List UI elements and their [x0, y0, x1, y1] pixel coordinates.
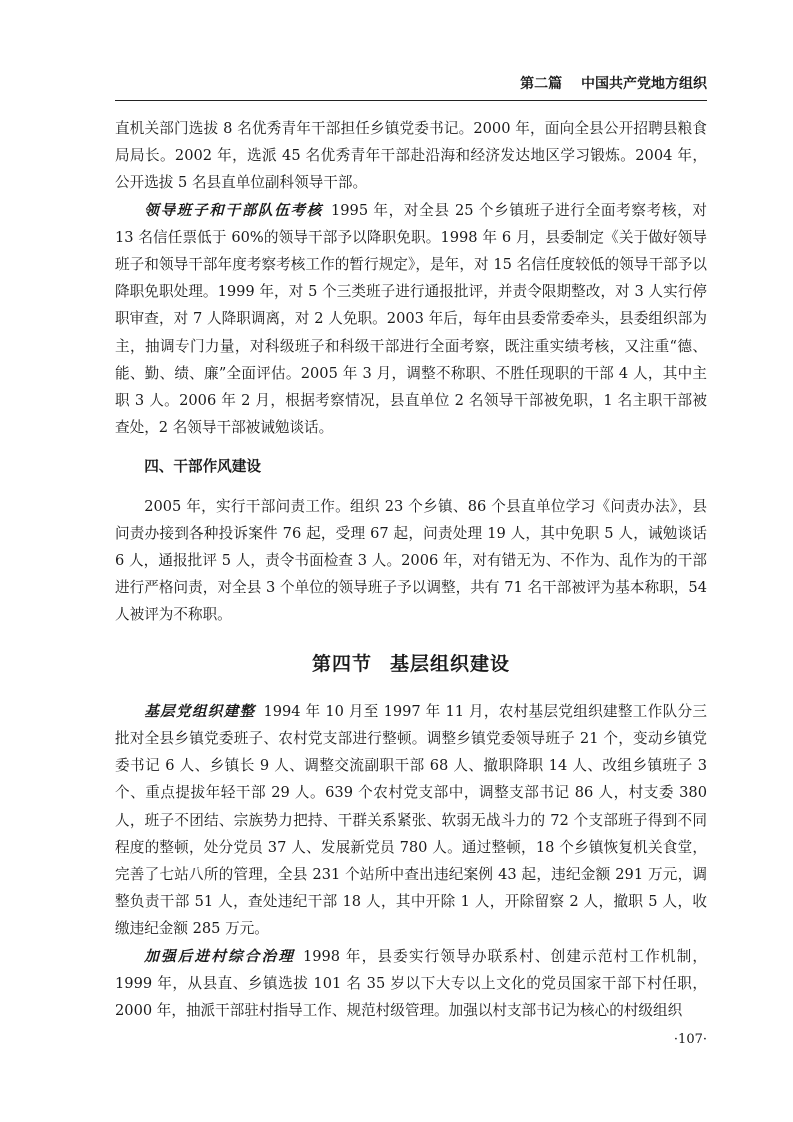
page-body	[115, 115, 707, 1024]
header-chapter-title: 中国共产党地方组织	[581, 76, 707, 92]
paragraph-text: 1995 年，对全县 25 个乡镇班子进行全面考察考核，对 13 名信任票低于 60%的领导干部予以降职免职。1998 年 6 月，县委制定《关于做好领导班子和领导干部年度考察考核工作的暂行规定》，是年，对 15 名信任度较低的领导干部予以降职免职处理。1999 年，对 5 个三类班子进行通报批评，并责令限期整改，对 3 人实行停职审查，对 7 人降职调离，对 2 人免职。2003 年后，每年由县委常委牵头，县委组织部为主，抽调专门力量，对科级班子和科级干部进行全面考察，既注重实绩考核，又注重“德、能、勤、绩、廉”全面评估。2005 年 3 月，调整不称职、不胜任现职的干部 4 人，其中主职 3 人。2006 年 2 月，根据考察情况，县直单位 2 名领导干部被免职，1 名主职干部被查处，2 名领导干部被诫勉谈话。	[115, 201, 707, 437]
paragraph-leadership-assessment	[115, 197, 707, 442]
section-heading	[115, 651, 707, 678]
section-title: 基层组织建设	[390, 652, 511, 675]
header-part-label: 第二篇	[520, 76, 563, 92]
run-in-heading: 基层党组织建整	[144, 702, 256, 720]
paragraph-grassroots-rectification	[115, 698, 707, 943]
paragraph-text: 1994 年 10 月至 1997 年 11 月，农村基层党组织建整工作队分三批对全县乡镇党委班子、农村党支部进行整顿。调整乡镇党委领导班子 21 个，变动乡镇党委书记 6 人、乡镇长 9 人、调整交流副职干部 68 人、撤职降职 14 人、改组乡镇班子 3 个、重点提拔年轻干部 29 人。639 个农村党支部中，调整支部书记 86 人，村支委 380 人，班子不团结、宗族势力把持、干群关系紧张、软弱无战斗力的 72 个支部班子得到不同程度的整顿，处分党员 37 人、发展新党员 780 人。通过整顿，18 个乡镇恢复机关食堂，完善了七站八所的管理，全县 231 个站所中查出违纪案例 43 起，违纪金额 291 万元，调整负责干部 51 人，查处违纪干部 18 人，其中开除 1 人，开除留察 2 人，撤职 5 人，收缴违纪金额 285 万元。	[115, 702, 707, 938]
section-number: 第四节	[311, 652, 372, 675]
paragraph-text: 1998 年，县委实行领导办联系村、创建示范村工作机制，1999 年，从县直、乡镇选拔 101 名 35 岁以下大专以上文化的党员国家干部下村任职，2000 年，抽派干部驻村指导工作、规范村级管理。加强以村支部书记为核心的村级组织	[115, 947, 707, 1020]
paragraph-continued: 直机关部门选拔 8 名优秀青年干部担任乡镇党委书记。2000 年，面向全县公开招聘县粮食局局长。2002 年，选派 45 名优秀青年干部赴沿海和经济发达地区学习锻炼。2004 年，公开选拔 5 名县直单位副科领导干部。	[115, 120, 707, 192]
run-in-heading: 加强后进村综合治理	[144, 947, 295, 965]
paragraph-cadre-accountability: 2005 年，实行干部问责工作。组织 23 个乡镇、86 个县直单位学习《问责办法》，县问责办接到各种投诉案件 76 起，受理 67 起，问责处理 19 人，其中免职 5 人，诫勉谈话 6 人，通报批评 5 人，责令书面检查 3 人。2006 年，对有错无为、不作为、乱作为的干部进行严格问责，对全县 3 个单位的领导班子予以调整，共有 71 名干部被评为基本称职，54 人被评为不称职。	[115, 497, 707, 624]
running-header	[115, 74, 707, 101]
paragraph-village-governance	[115, 943, 707, 1025]
run-in-heading: 领导班子和干部队伍考核	[144, 201, 323, 219]
page-number: ·107·	[673, 1032, 707, 1047]
subsection-heading: 四、干部作风建设	[144, 458, 261, 476]
